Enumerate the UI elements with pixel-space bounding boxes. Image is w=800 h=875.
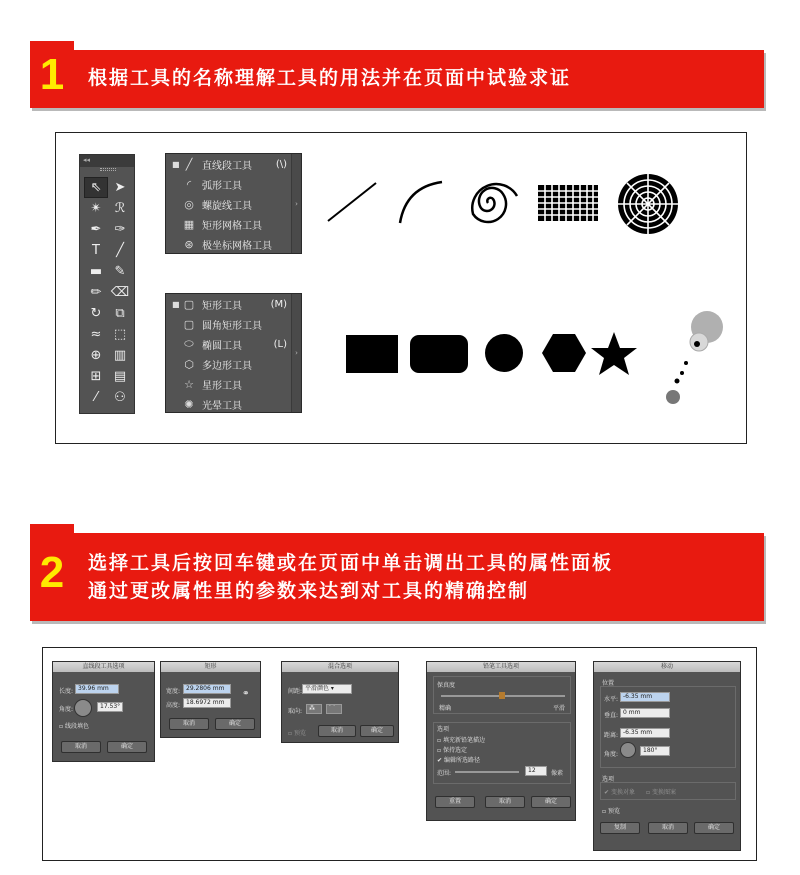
spiral-icon: ◎ xyxy=(184,197,194,211)
keep-selected-checkbox[interactable]: ▫ 保持选定 xyxy=(437,747,467,754)
angle-dial-icon[interactable] xyxy=(74,699,92,717)
length-label: 长度: xyxy=(59,688,74,695)
cancel-button[interactable]: 取消 xyxy=(169,718,209,730)
polar-grid-icon: ⊛ xyxy=(184,237,194,251)
tools-demo-panel xyxy=(55,132,747,444)
tools-panel-header[interactable]: ◂◂ xyxy=(80,155,134,167)
section2-title-line2: 通过更改属性里的参数来达到对工具的精确控制 xyxy=(88,580,530,602)
ok-button[interactable]: 确定 xyxy=(694,822,734,834)
spacing-label: 间距: xyxy=(288,688,303,695)
menu-item-label: 极坐标网格工具 xyxy=(202,240,272,252)
tool-options-panel xyxy=(42,647,757,861)
type-tool-icon[interactable]: T xyxy=(92,243,100,258)
gradient-tool-icon[interactable]: ▤ xyxy=(113,369,127,384)
constrain-proportions-icon[interactable]: ⚭ xyxy=(242,689,250,699)
star-icon: ☆ xyxy=(184,377,194,391)
flyout-tearoff-icon[interactable]: › xyxy=(291,154,301,253)
options-label: 选项 xyxy=(602,776,615,783)
sample-flare xyxy=(666,311,723,404)
mesh-tool-icon[interactable]: ⊞ xyxy=(90,369,102,384)
sample-rect-grid xyxy=(538,185,598,221)
section1-banner xyxy=(30,50,764,108)
preview-checkbox[interactable]: ▫ 预览 xyxy=(602,808,620,815)
pencil-options-dialog xyxy=(426,661,576,821)
horizontal-input[interactable]: -6.35 mm xyxy=(620,692,670,702)
distance-input[interactable]: -6.35 mm xyxy=(620,728,670,738)
sample-ellipse xyxy=(485,334,523,372)
transform-objects-checkbox[interactable]: ✔ 变换对象 xyxy=(604,789,635,796)
options-label: 选项 xyxy=(437,726,450,733)
menu-item-shortcut: (M) xyxy=(270,298,287,310)
line-segment-tool-icon[interactable]: ╱ xyxy=(116,243,124,258)
preview-checkbox[interactable]: ▫ 预览 xyxy=(288,730,306,737)
selection-tool-icon[interactable]: ⇖ xyxy=(84,177,108,198)
free-transform-tool-icon[interactable]: ⬚ xyxy=(113,327,127,342)
transform-objects-label: 变换对象 xyxy=(610,789,635,796)
pencil-tool-icon[interactable]: ✏ xyxy=(90,285,102,300)
dialog-title: 铅笔工具选项 xyxy=(427,662,575,672)
sample-line-segment xyxy=(328,183,376,221)
width-label: 宽度: xyxy=(166,688,181,695)
fill-line-checkbox[interactable]: ▫ 线段填色 xyxy=(59,723,89,730)
cancel-button[interactable]: 取消 xyxy=(648,822,688,834)
menu-item-shortcut: (\) xyxy=(275,158,287,170)
preview-label: 预览 xyxy=(293,730,306,737)
line-segment-options-dialog xyxy=(52,661,155,762)
section2-title-line1: 选择工具后按回车键或在页面中单击调出工具的属性面板 xyxy=(88,552,614,574)
pen-tool-icon[interactable]: ✒ xyxy=(90,222,102,237)
range-input[interactable]: 12 xyxy=(525,766,547,776)
height-input[interactable]: 18.6972 mm xyxy=(183,698,231,708)
arc-icon: ◜ xyxy=(186,177,192,191)
range-label: 范围: xyxy=(437,770,452,777)
ok-button[interactable]: 确定 xyxy=(107,741,147,753)
vertical-label: 垂直: xyxy=(604,712,619,719)
selected-bullet-icon: ■ xyxy=(172,159,180,169)
sample-rounded-rectangle xyxy=(410,335,468,373)
sample-spiral xyxy=(472,184,517,222)
rotate-tool-icon[interactable]: ↻ xyxy=(90,306,102,321)
orientation-label: 取向: xyxy=(288,708,303,715)
position-label: 位置 xyxy=(602,680,615,687)
preview-label: 预览 xyxy=(607,808,620,815)
angle-label: 角度: xyxy=(604,751,619,758)
ok-button[interactable]: 确定 xyxy=(215,718,255,730)
shape-builder-tool-icon[interactable]: ⊕ xyxy=(90,348,102,363)
graph-tool-icon[interactable]: ▥ xyxy=(113,348,127,363)
vertical-input[interactable]: 0 mm xyxy=(620,708,670,718)
horizontal-label: 水平: xyxy=(604,696,619,703)
width-tool-icon[interactable]: ≈ xyxy=(90,327,102,342)
ok-button[interactable]: 确定 xyxy=(360,725,394,737)
range-unit: 像素 xyxy=(551,770,564,777)
direct-selection-tool-icon[interactable]: ➤ xyxy=(114,180,126,195)
cancel-button[interactable]: 取消 xyxy=(318,725,356,737)
menu-item-label: 多边形工具 xyxy=(202,360,252,372)
fidelity-label: 保真度 xyxy=(437,682,456,689)
menu-item-label: 矩形网格工具 xyxy=(202,220,262,232)
blend-tool-icon[interactable]: ⚇ xyxy=(114,390,126,405)
align-to-page-icon[interactable]: ⁂ xyxy=(306,704,322,714)
accurate-label: 精确 xyxy=(439,705,452,712)
height-label: 高度: xyxy=(166,702,181,709)
menu-item-label: 矩形工具 xyxy=(202,300,242,312)
menu-item-label: 椭圆工具 xyxy=(202,340,242,352)
scale-tool-icon[interactable]: ⧉ xyxy=(115,306,125,321)
length-input[interactable]: 39.96 mm xyxy=(75,684,119,694)
eraser-tool-icon[interactable]: ⌫ xyxy=(110,285,130,300)
angle-input[interactable]: 17.53° xyxy=(97,702,123,712)
sample-polar-grid xyxy=(618,174,678,234)
angle-dial-icon[interactable] xyxy=(620,742,636,758)
sample-drawings xyxy=(56,133,746,443)
menu-item-label: 螺旋线工具 xyxy=(202,200,252,212)
fill-new-strokes-label: 填充新铅笔描边 xyxy=(442,737,485,744)
dialog-title: 直线段工具选项 xyxy=(53,662,154,672)
selected-bullet-icon: ■ xyxy=(172,299,180,309)
reset-button[interactable]: 重置 xyxy=(435,796,475,808)
fill-new-strokes-checkbox[interactable]: ▫ 填充新铅笔描边 xyxy=(437,737,485,744)
cancel-button[interactable]: 取消 xyxy=(61,741,101,753)
smooth-label: 平滑 xyxy=(553,705,566,712)
menu-item-label: 圆角矩形工具 xyxy=(202,320,262,332)
curvature-tool-icon[interactable]: ✑ xyxy=(114,222,126,237)
menu-item-shortcut: (L) xyxy=(273,338,287,350)
rect-grid-icon: ▦ xyxy=(183,217,195,231)
angle-input[interactable]: 180° xyxy=(640,746,670,756)
rectangle-tool-icon[interactable]: ▬ xyxy=(89,264,103,279)
sample-polygon xyxy=(542,334,586,372)
menu-item-label: 星形工具 xyxy=(202,380,242,392)
eyedropper-tool-icon[interactable]: ⁄ xyxy=(94,390,98,405)
sample-arc xyxy=(400,182,442,223)
paintbrush-tool-icon[interactable]: ✎ xyxy=(114,264,126,279)
menu-item-label: 直线段工具 xyxy=(202,160,252,172)
edit-selected-paths-label: 编辑所选路径 xyxy=(443,757,480,764)
transform-patterns-label: 变换图案 xyxy=(651,789,676,796)
line-segment-icon: ╱ xyxy=(185,157,193,171)
blend-options-dialog xyxy=(281,661,399,743)
spacing-select[interactable]: 平滑颜色 ▾ xyxy=(302,684,352,694)
align-to-path-icon[interactable]: ⌒ xyxy=(326,704,342,714)
transform-patterns-checkbox[interactable]: ▫ 变换图案 xyxy=(646,789,676,796)
copy-button[interactable]: 复制 xyxy=(600,822,640,834)
keep-selected-label: 保持选定 xyxy=(442,747,467,754)
rectangle-icon: ▢ xyxy=(183,297,195,311)
fidelity-slider-thumb[interactable] xyxy=(499,692,505,699)
rounded-rect-icon: ▢ xyxy=(183,317,195,331)
fill-line-label: 线段填色 xyxy=(64,723,89,730)
lasso-tool-icon[interactable]: ℛ xyxy=(114,201,126,216)
spacing-value: 平滑颜色 xyxy=(305,685,330,692)
dialog-title: 混合选项 xyxy=(282,662,398,672)
sample-star xyxy=(591,332,637,375)
ellipse-icon: ⬭ xyxy=(184,337,194,350)
section2-banner xyxy=(30,533,764,621)
distance-label: 距离: xyxy=(604,732,619,739)
menu-item-label: 光晕工具 xyxy=(202,400,242,412)
move-options-dialog xyxy=(593,661,741,851)
section2-number: 2 xyxy=(39,548,65,597)
edit-selected-paths-checkbox[interactable]: ✔ 编辑所选路径 xyxy=(437,757,480,764)
cancel-button[interactable]: 取消 xyxy=(485,796,525,808)
dialog-title: 矩形 xyxy=(161,662,260,672)
flyout-tearoff-icon[interactable]: › xyxy=(291,294,301,412)
rectangle-options-dialog xyxy=(160,661,261,738)
flare-icon: ✺ xyxy=(184,397,194,411)
menu-item-label: 弧形工具 xyxy=(202,180,242,192)
ok-button[interactable]: 确定 xyxy=(531,796,571,808)
dialog-title: 移动 xyxy=(594,662,740,672)
width-input[interactable]: 29.2806 mm xyxy=(183,684,231,694)
section1-number: 1 xyxy=(39,50,65,99)
angle-label: 角度: xyxy=(59,706,74,713)
polygon-icon: ⬡ xyxy=(184,357,194,371)
range-slider[interactable] xyxy=(455,771,519,773)
magic-wand-tool-icon[interactable]: ✴ xyxy=(90,201,102,216)
section1-title: 根据工具的名称理解工具的用法并在页面中试验求证 xyxy=(88,67,572,89)
sample-rectangle xyxy=(346,335,398,373)
